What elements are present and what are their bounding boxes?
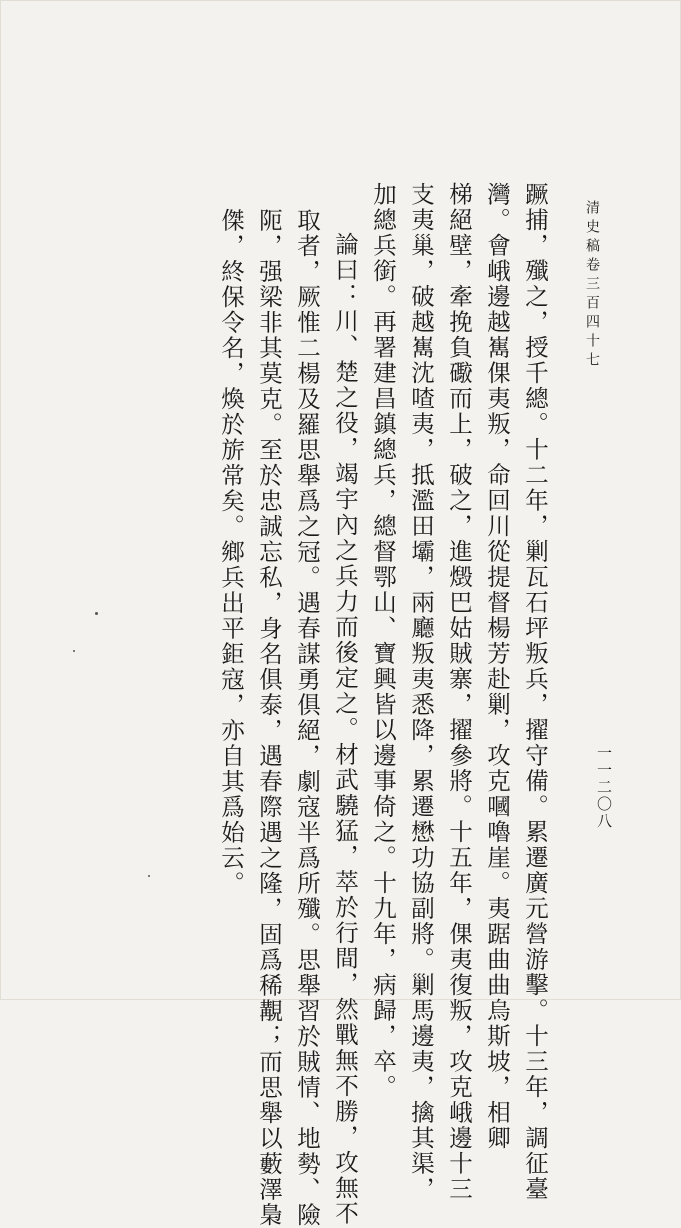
commentary-column-4: 傑，終保令名，煥於旂常矣。鄉兵出平鉅寇，亦自其爲始云。 [217,208,245,897]
text-column-3: 梯絕壁，牽挽負礮而上，破之，進燬巴姑賊寨，擢參將。十五年，倮夷復叛，攻克峨邊十三 [445,182,473,1202]
text-column-1: 蹶捕，殲之，授千總。十二年，剿瓦石坪叛兵，擢守備。累遷廣元營游擊。十三年，調征臺 [521,182,549,1202]
scan-speck [73,650,75,652]
text-column-2: 灣。會峨邊越嶲倮夷叛，命回川從提督楊芳赴剿，攻克嘓嚕崖。夷踞曲曲烏斯坡，相卿 [483,182,511,1151]
commentary-column-2: 取者，厥惟二楊及羅思舉爲之冠。遇春謀勇俱絕，劇寇半爲所殲。思舉習於賊情、地勢、險 [293,208,321,1228]
text-column-5: 加總兵銜。再署建昌鎮總兵，總督鄂山、寶興皆以邊事倚之。十九年，病歸，卒。 [369,182,397,1100]
text-column-4: 支夷巢，破越嶲沈喳夷，抵濫田壩，兩廳叛夷悉降，累遷懋功協副將。剿馬邊夷，擒其渠， [407,182,435,1202]
commentary-column-1: 論曰：川、楚之役，竭宇內之兵力而後定之。材武驍猛，萃於行間，然戰無不勝，攻無不 [331,232,359,1227]
running-header: 清史稿卷三百四十七 [584,200,600,371]
page-number: 一一二〇八 [595,745,613,830]
commentary-column-3: 阨，强梁非其莫克。至於忠誠忘私，身名俱泰，遇春際遇之隆，固爲稀覯；而思舉以藪澤梟 [255,208,283,1228]
scan-speck [95,612,98,615]
scan-speck [148,875,150,877]
